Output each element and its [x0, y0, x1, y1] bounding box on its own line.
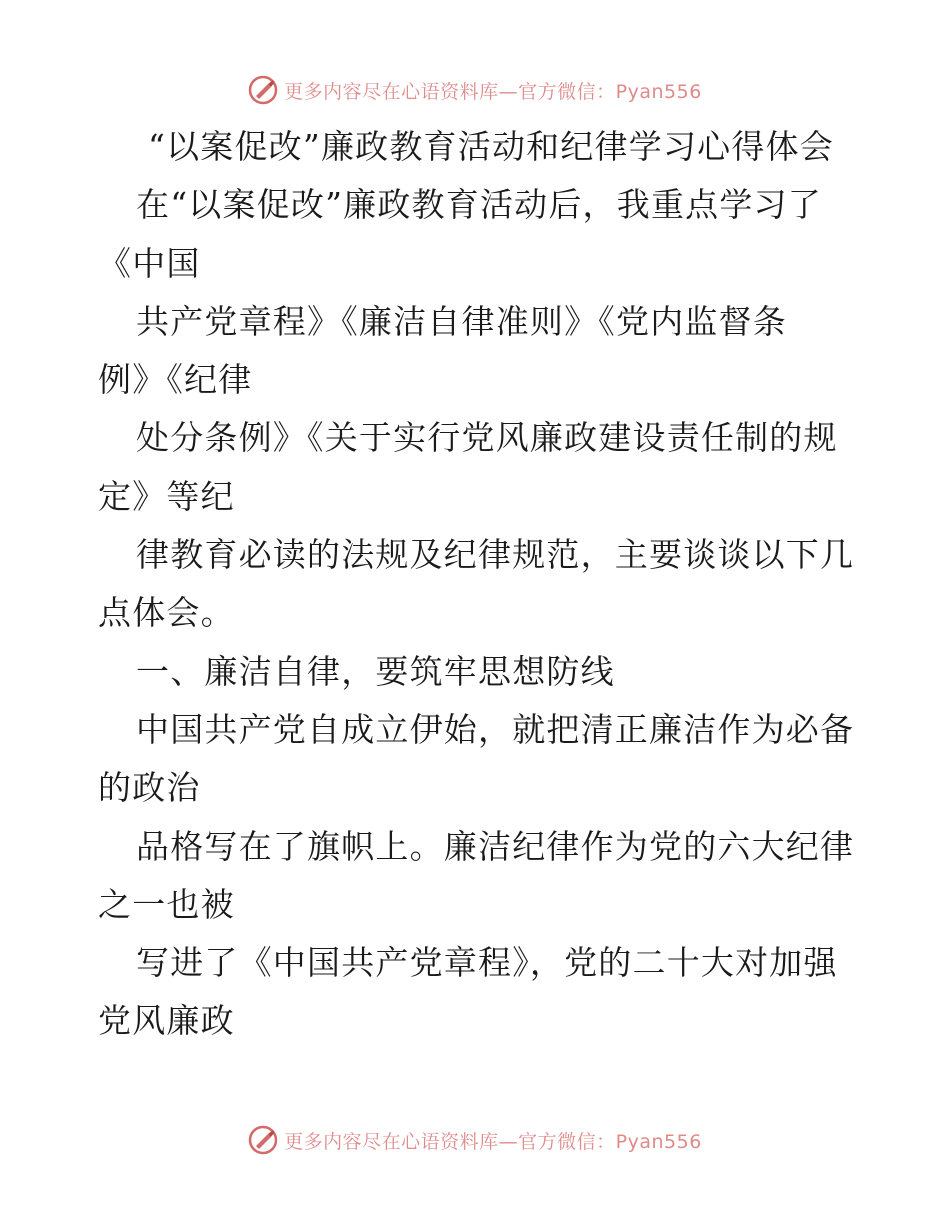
- paragraph-line: 的政治: [98, 768, 201, 808]
- document-title: “以案促改”廉政教育活动和纪律学习心得体会: [148, 127, 834, 166]
- paragraph-line: 中国共产党自成立伊始，就把清正廉洁作为必备: [136, 709, 855, 749]
- quill-logo-icon: [248, 75, 278, 105]
- paragraph-line: 品格写在了旗帜上。廉洁纪律作为党的六大纪律: [136, 826, 855, 866]
- paragraph-line: 之一也被: [98, 884, 235, 924]
- watermark-text: 更多内容尽在心语资料库—官方微信：Pyan556: [284, 80, 702, 103]
- paragraph-line: 点体会。: [98, 593, 235, 633]
- paragraph-line: 例》《纪律: [98, 360, 253, 400]
- paragraph-line: 处分条例》《关于实行党风廉政建设责任制的规: [136, 418, 838, 458]
- paragraph-line: 《中国: [98, 243, 201, 283]
- watermark-text: 更多内容尽在心语资料库—官方微信：Pyan556: [284, 1130, 702, 1153]
- quill-logo-icon: [248, 1125, 278, 1155]
- paragraph-line: 写进了《中国共产党章程》，党的二十大对加强: [136, 943, 838, 983]
- section-heading: 一、廉洁自律，要筑牢思想防线: [136, 651, 615, 691]
- document-body: [98, 118, 858, 1051]
- footer-watermark: [0, 1120, 950, 1160]
- paragraph-line: 定》等纪: [98, 476, 235, 516]
- paragraph-line: 共产党章程》《廉洁自律准则》《党内监督条: [136, 301, 787, 341]
- paragraph-line: 在“以案促改”廉政教育活动后，我重点学习了: [136, 185, 822, 225]
- paragraph-line: 党风廉政: [98, 1001, 235, 1041]
- header-watermark: [0, 70, 950, 110]
- paragraph-line: 律教育必读的法规及纪律规范，主要谈谈以下几: [136, 535, 855, 575]
